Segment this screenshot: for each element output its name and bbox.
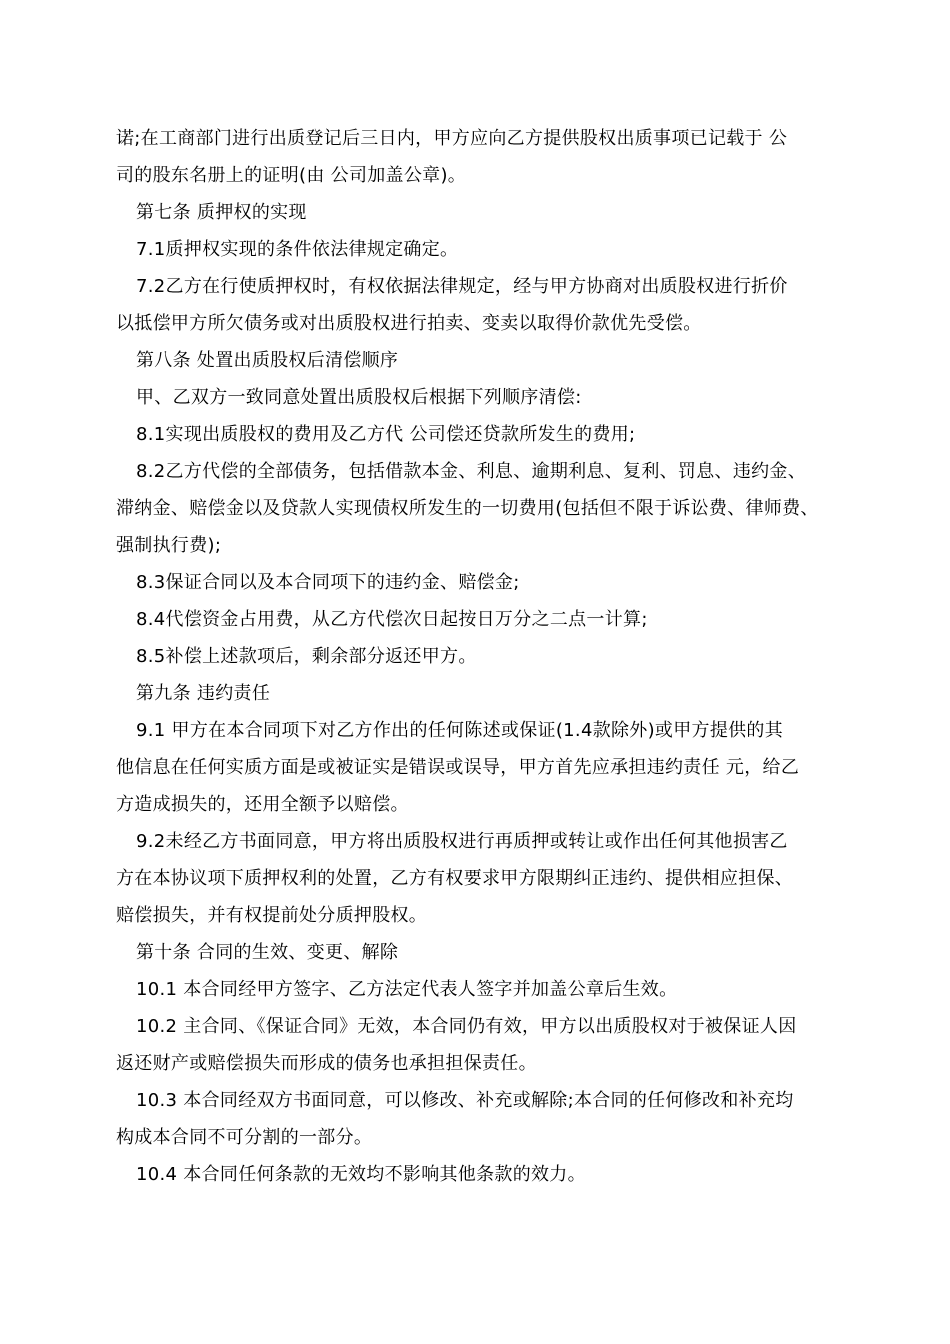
text-line: 第七条 质押权的实现 [136,202,307,223]
article-heading [116,194,856,231]
text-line: 9.2未经乙方书面同意，甲方将出质股权进行再质押或转让或作出任何其他损害乙 [136,831,788,852]
text-line: 诺;在工商部门进行出质登记后三日内，甲方应向乙方提供股权出质事项已记载于 公 [116,128,788,149]
paragraph [116,453,856,564]
text-line: 返还财产或赔偿损失而形成的债务也承担担保责任。 [116,1053,537,1074]
text-line: 10.3 本合同经双方书面同意，可以修改、补充或解除;本合同的任何修改和补充均 [136,1090,794,1111]
paragraph [116,712,856,823]
paragraph [116,1082,856,1156]
text-line: 甲、乙双方一致同意处置出质股权后根据下列顺序清偿: [136,387,582,408]
text-line: 8.3保证合同以及本合同项下的违约金、赔偿金; [136,572,520,593]
article-heading [116,675,856,712]
text-line: 8.4代偿资金占用费，从乙方代偿次日起按日万分之二点一计算; [136,609,648,630]
text-line: 10.1 本合同经甲方签字、乙方法定代表人签字并加盖公章后生效。 [136,979,678,1000]
paragraph [116,416,856,453]
document-body [116,120,856,1193]
text-line: 7.2乙方在行使质押权时，有权依据法律规定，经与甲方协商对出质股权进行折价 [136,276,788,297]
text-line: 强制执行费); [116,535,222,556]
text-line: 以抵偿甲方所欠债务或对出质股权进行拍卖、变卖以取得价款优先受偿。 [116,313,702,334]
text-line: 8.2乙方代偿的全部债务，包括借款本金、利息、逾期利息、复利、罚息、违约金、 [136,461,807,482]
text-line: 10.2 主合同、《保证合同》无效，本合同仍有效，甲方以出质股权对于被保证人因 [136,1016,797,1037]
paragraph [116,971,856,1008]
text-line: 9.1 甲方在本合同项下对乙方作出的任何陈述或保证(1.4款除外)或甲方提供的其 [136,720,784,741]
article-heading [116,342,856,379]
paragraph [116,1008,856,1082]
paragraph [116,268,856,342]
paragraph [116,1156,856,1193]
text-line: 赔偿损失，并有权提前处分质押股权。 [116,905,428,926]
paragraph [116,823,856,934]
text-line: 7.1质押权实现的条件依法律规定确定。 [136,239,459,260]
paragraph [116,638,856,675]
text-line: 第十条 合同的生效、变更、解除 [136,942,399,963]
text-line: 构成本合同不可分割的一部分。 [116,1127,373,1148]
text-line: 第八条 处置出质股权后清偿顺序 [136,350,399,371]
paragraph [116,120,856,194]
text-line: 方在本协议项下质押权利的处置，乙方有权要求甲方限期纠正违约、提供相应担保、 [116,868,794,889]
paragraph [116,231,856,268]
article-heading [116,934,856,971]
paragraph [116,564,856,601]
text-line: 方造成损失的，还用全额予以赔偿。 [116,794,409,815]
text-line: 8.5补偿上述款项后，剩余部分返还甲方。 [136,646,477,667]
text-line: 他信息在任何实质方面是或被证实是错误或误导，甲方首先应承担违约责任 元，给乙 [116,757,800,778]
text-line: 司的股东名册上的证明(由 公司加盖公章)。 [116,165,467,186]
text-line: 8.1实现出质股权的费用及乙方代 公司偿还贷款所发生的费用; [136,424,636,445]
text-line: 10.4 本合同任何条款的无效均不影响其他条款的效力。 [136,1164,586,1185]
paragraph [116,379,856,416]
text-line: 第九条 违约责任 [136,683,271,704]
text-line: 滞纳金、赔偿金以及贷款人实现债权所发生的一切费用(包括但不限于诉讼费、律师费、 [116,498,819,519]
paragraph [116,601,856,638]
